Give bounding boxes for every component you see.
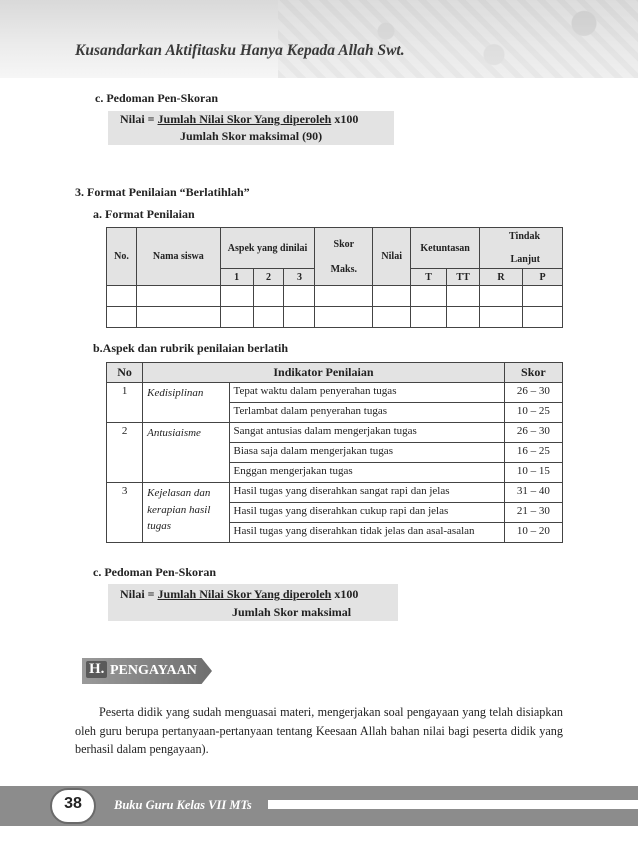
score-range: 10 – 15	[504, 463, 562, 483]
col-p: P	[522, 269, 562, 286]
score-range: 10 – 25	[504, 403, 562, 423]
table-row	[107, 307, 563, 328]
table-row	[107, 383, 563, 403]
indicator: Enggan mengerjakan tugas	[229, 463, 504, 483]
col-t: T	[411, 269, 447, 286]
format-subheading: a. Format Penilaian	[93, 207, 195, 221]
indicator: Terlambat dalam penyerahan tugas	[229, 403, 504, 423]
group-aspek: Kedisiplinan	[143, 383, 229, 423]
col-tindak-lanjut: Tindak Lanjut	[480, 228, 563, 269]
col-aspek-2: 2	[253, 269, 284, 286]
col-ketuntasan: Ketuntasan	[411, 228, 480, 269]
score-range: 10 – 20	[504, 523, 562, 543]
page-number: 38	[64, 795, 82, 812]
page-header	[0, 0, 638, 78]
group-aspek: Kejelasan dan kerapian hasil tugas	[143, 483, 229, 543]
rubric-subheading: b.Aspek dan rubrik penilaian berlatih	[93, 341, 289, 355]
table-row	[107, 483, 563, 503]
table-row	[107, 423, 563, 443]
formula-numerator-line: Nilai = Jumlah Nilai Skor Yang diperoleh x100	[120, 112, 359, 126]
indicator: Tepat waktu dalam penyerahan tugas	[229, 383, 504, 403]
group-no: 2	[107, 423, 143, 483]
score-range: 26 – 30	[504, 383, 562, 403]
formula-box-1	[108, 111, 394, 145]
rubric-table	[106, 362, 563, 543]
enrichment-paragraph: Peserta didik yang sudah menguasai materi, mengerjakan soal pengayaan yang telah disiapkan oleh guru berupa pertanyaan-pertanyaan tentang Keesaan Allah bahan nilai bagi peserta didik yang berhasil dalam pengayaan).	[75, 705, 563, 756]
col-r: R	[480, 269, 523, 286]
rubric-col-indikator: Indikator Penilaian	[143, 363, 505, 383]
indicator: Hasil tugas yang diserahkan sangat rapi dan jelas	[229, 483, 504, 503]
rubric-col-skor: Skor	[504, 363, 562, 383]
scoring-heading-1: c. Pedoman Pen-Skoran	[95, 91, 218, 105]
formula-denominator: Jumlah Skor maksimal (90)	[180, 129, 323, 143]
col-nilai: Nilai	[373, 228, 411, 286]
section-h-title: PENGAYAAN	[110, 663, 197, 678]
score-range: 31 – 40	[504, 483, 562, 503]
section-h-letter: H.	[86, 661, 107, 678]
indicator: Hasil tugas yang diserahkan cukup rapi dan jelas	[229, 503, 504, 523]
indicator: Sangat antusias dalam mengerjakan tugas	[229, 423, 504, 443]
formula-box-2	[108, 584, 398, 621]
score-range: 16 – 25	[504, 443, 562, 463]
col-tt: TT	[447, 269, 480, 286]
scoring-heading-2: c. Pedoman Pen-Skoran	[93, 565, 216, 579]
footer-stripe	[268, 800, 638, 809]
col-aspek-1: 1	[220, 269, 253, 286]
formula-denominator: Jumlah Skor maksimal	[232, 605, 352, 619]
indicator: Biasa saja dalam mengerjakan tugas	[229, 443, 504, 463]
col-nama: Nama siswa	[136, 228, 220, 286]
table-row	[107, 286, 563, 307]
footer-book-title: Buku Guru Kelas VII MTs	[114, 798, 252, 812]
col-skor-maks: Skor Maks.	[315, 228, 373, 286]
group-no: 1	[107, 383, 143, 423]
indicator: Hasil tugas yang diserahkan tidak jelas dan asal-asalan	[229, 523, 504, 543]
col-no: No.	[107, 228, 137, 286]
group-aspek: Antusiaisme	[143, 423, 229, 483]
formula-numerator-line: Nilai = Jumlah Nilai Skor Yang diperoleh x100	[120, 587, 359, 601]
header-decoration	[278, 0, 638, 78]
section-3-heading: 3. Format Penilaian “Berlatihlah”	[75, 185, 250, 199]
score-range: 21 – 30	[504, 503, 562, 523]
rubric-col-no: No	[107, 363, 143, 383]
col-aspek-3: 3	[284, 269, 315, 286]
col-aspek: Aspek yang dinilai	[220, 228, 315, 269]
header-motto: Kusandarkan Aktifitasku Hanya Kepada Allah Swt.	[75, 42, 405, 59]
format-table	[106, 227, 563, 328]
score-range: 26 – 30	[504, 423, 562, 443]
group-no: 3	[107, 483, 143, 543]
